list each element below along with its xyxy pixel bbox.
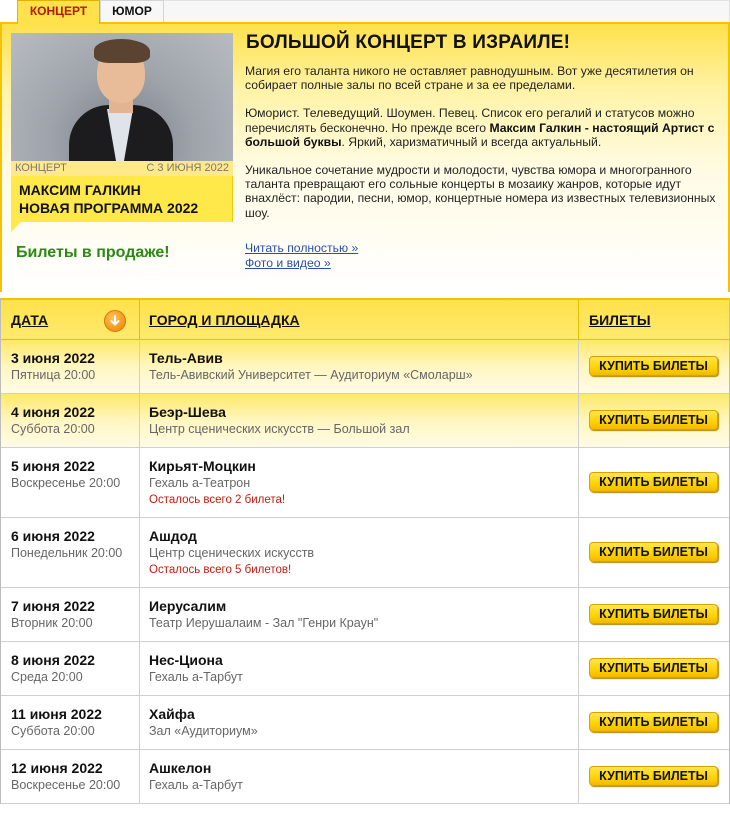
date-cell — [11, 706, 102, 739]
event-date: 12 июня 2022 — [11, 760, 103, 776]
schedule-table — [0, 298, 730, 804]
table-row — [1, 340, 729, 394]
venue-name: Театр Иерушалаим - Зал "Генри Краун" — [149, 616, 379, 630]
city-name: Беэр-Шева — [149, 404, 226, 420]
venue-name: Гехаль а-Тарбут — [149, 670, 243, 684]
event-weekday-time: Среда 20:00 — [11, 670, 83, 684]
event-weekday-time: Пятница 20:00 — [11, 368, 96, 382]
event-date: 8 июня 2022 — [11, 652, 95, 668]
date-cell — [11, 458, 120, 491]
table-row — [1, 696, 729, 750]
event-hero — [0, 24, 730, 292]
category-tabs — [0, 0, 730, 24]
date-cell — [11, 528, 122, 561]
table-row — [1, 642, 729, 696]
buy-tickets-button[interactable]: КУПИТЬ БИЛЕТЫ — [589, 472, 718, 492]
table-row — [1, 518, 729, 588]
venue-cell — [149, 598, 378, 631]
city-name: Хайфа — [149, 706, 195, 722]
venue-cell — [149, 760, 243, 793]
venue-cell — [149, 404, 410, 437]
venue-name: Тель-Авивский Университет — Аудиториум «Смоларш» — [149, 368, 473, 382]
event-date: 4 июня 2022 — [11, 404, 95, 420]
buy-tickets-button[interactable]: КУПИТЬ БИЛЕТЫ — [589, 766, 718, 786]
city-name: Ашкелон — [149, 760, 212, 776]
city-name: Нес-Циона — [149, 652, 223, 668]
event-description — [245, 64, 719, 234]
description-paragraph: Уникальное сочетание мудрости и молодости, чувства юмора и многогранного таланта превращают его сольные концерты в мозаику жанров, которые идут внахлёст: пародии, песни, юмор, концертные номера из известных телевизионных шоу. — [245, 163, 716, 220]
buy-tickets-button[interactable]: КУПИТЬ БИЛЕТЫ — [589, 356, 718, 376]
table-body — [1, 340, 729, 804]
low-tickets-warning: Осталось всего 2 билета! — [149, 494, 286, 506]
event-weekday-time: Понедельник 20:00 — [11, 546, 123, 560]
buy-tickets-button[interactable]: КУПИТЬ БИЛЕТЫ — [589, 712, 718, 732]
venue-name: Гехаль а-Театрон — [149, 476, 251, 490]
table-row — [1, 750, 729, 804]
read-more-link[interactable]: Читать полностью » — [245, 241, 359, 255]
tab-humor[interactable]: ЮМОР — [100, 0, 164, 22]
table-row — [1, 394, 729, 448]
date-cell — [11, 760, 120, 793]
description-paragraph: Магия его таланта никого не оставляет равнодушным. Вот уже десятилетия он собирает полные залы по всей стране и за ее пределами. — [245, 64, 694, 93]
venue-name: Центр сценических искусств — [149, 546, 315, 560]
event-date: 3 июня 2022 — [11, 350, 95, 366]
table-row — [1, 448, 729, 518]
photo-video-link[interactable]: Фото и видео » — [245, 256, 331, 270]
column-header-date[interactable]: ДАТА — [11, 312, 49, 328]
venue-cell — [149, 652, 243, 685]
venue-cell — [149, 528, 314, 578]
tab-concert[interactable]: КОНЦЕРТ — [17, 0, 100, 24]
artist-photo[interactable] — [11, 33, 233, 161]
venue-name: Центр сценических искусств — Большой зал — [149, 422, 410, 436]
table-header — [1, 298, 729, 340]
event-title-line1: МАКСИМ ГАЛКИН — [19, 182, 141, 198]
date-cell — [11, 350, 95, 383]
description-paragraph: Юморист. Телеведущий. Шоумен. Певец. Список его регалий и статусов можно перечислять бесконечно. Но прежде всего Максим Галкин - настоящий Артист с большой буквы. Яркий, харизматичный и всегда актуальный. — [245, 106, 715, 149]
venue-name: Гехаль а-Тарбут — [149, 778, 243, 792]
venue-cell — [149, 706, 258, 739]
table-row — [1, 588, 729, 642]
event-date: 5 июня 2022 — [11, 458, 95, 474]
date-cell — [11, 404, 95, 437]
photo-caption — [11, 161, 233, 176]
event-weekday-time: Суббота 20:00 — [11, 422, 95, 436]
event-title-line2: НОВАЯ ПРОГРАММА 2022 — [19, 200, 199, 216]
buy-tickets-button[interactable]: КУПИТЬ БИЛЕТЫ — [589, 658, 718, 678]
city-name: Тель-Авив — [149, 350, 223, 366]
buy-tickets-button[interactable]: КУПИТЬ БИЛЕТЫ — [589, 604, 718, 624]
event-weekday-time: Суббота 20:00 — [11, 724, 95, 738]
tabs-bar-filler — [164, 0, 730, 22]
event-category: КОНЦЕРТ — [15, 162, 67, 174]
date-cell — [11, 598, 95, 631]
event-weekday-time: Воскресенье 20:00 — [11, 778, 121, 792]
buy-tickets-button[interactable]: КУПИТЬ БИЛЕТЫ — [589, 542, 718, 562]
low-tickets-warning: Осталось всего 5 билетов! — [149, 564, 292, 576]
event-date: 6 июня 2022 — [11, 528, 95, 544]
event-title-box[interactable] — [11, 176, 233, 222]
city-name: Иерусалим — [149, 598, 227, 614]
city-name: Ашдод — [149, 528, 197, 544]
city-name: Кирьят-Моцкин — [149, 458, 256, 474]
event-date: 11 июня 2022 — [11, 706, 102, 722]
sort-down-icon[interactable] — [104, 310, 126, 332]
event-weekday-time: Вторник 20:00 — [11, 616, 93, 630]
venue-cell — [149, 350, 473, 383]
venue-name: Зал «Аудиториум» — [149, 724, 258, 738]
page-title: БОЛЬШОЙ КОНЦЕРТ В ИЗРАИЛЕ! — [246, 32, 571, 53]
column-header-tickets[interactable]: БИЛЕТЫ — [589, 312, 651, 328]
event-links — [245, 241, 358, 271]
column-header-city[interactable]: ГОРОД И ПЛОЩАДКА — [149, 312, 300, 328]
venue-cell — [149, 458, 285, 508]
event-weekday-time: Воскресенье 20:00 — [11, 476, 121, 490]
on-sale-label: Билеты в продаже! — [16, 244, 170, 261]
date-cell — [11, 652, 95, 685]
event-start-date: С 3 ИЮНЯ 2022 — [146, 162, 229, 174]
event-date: 7 июня 2022 — [11, 598, 95, 614]
buy-tickets-button[interactable]: КУПИТЬ БИЛЕТЫ — [589, 410, 718, 430]
